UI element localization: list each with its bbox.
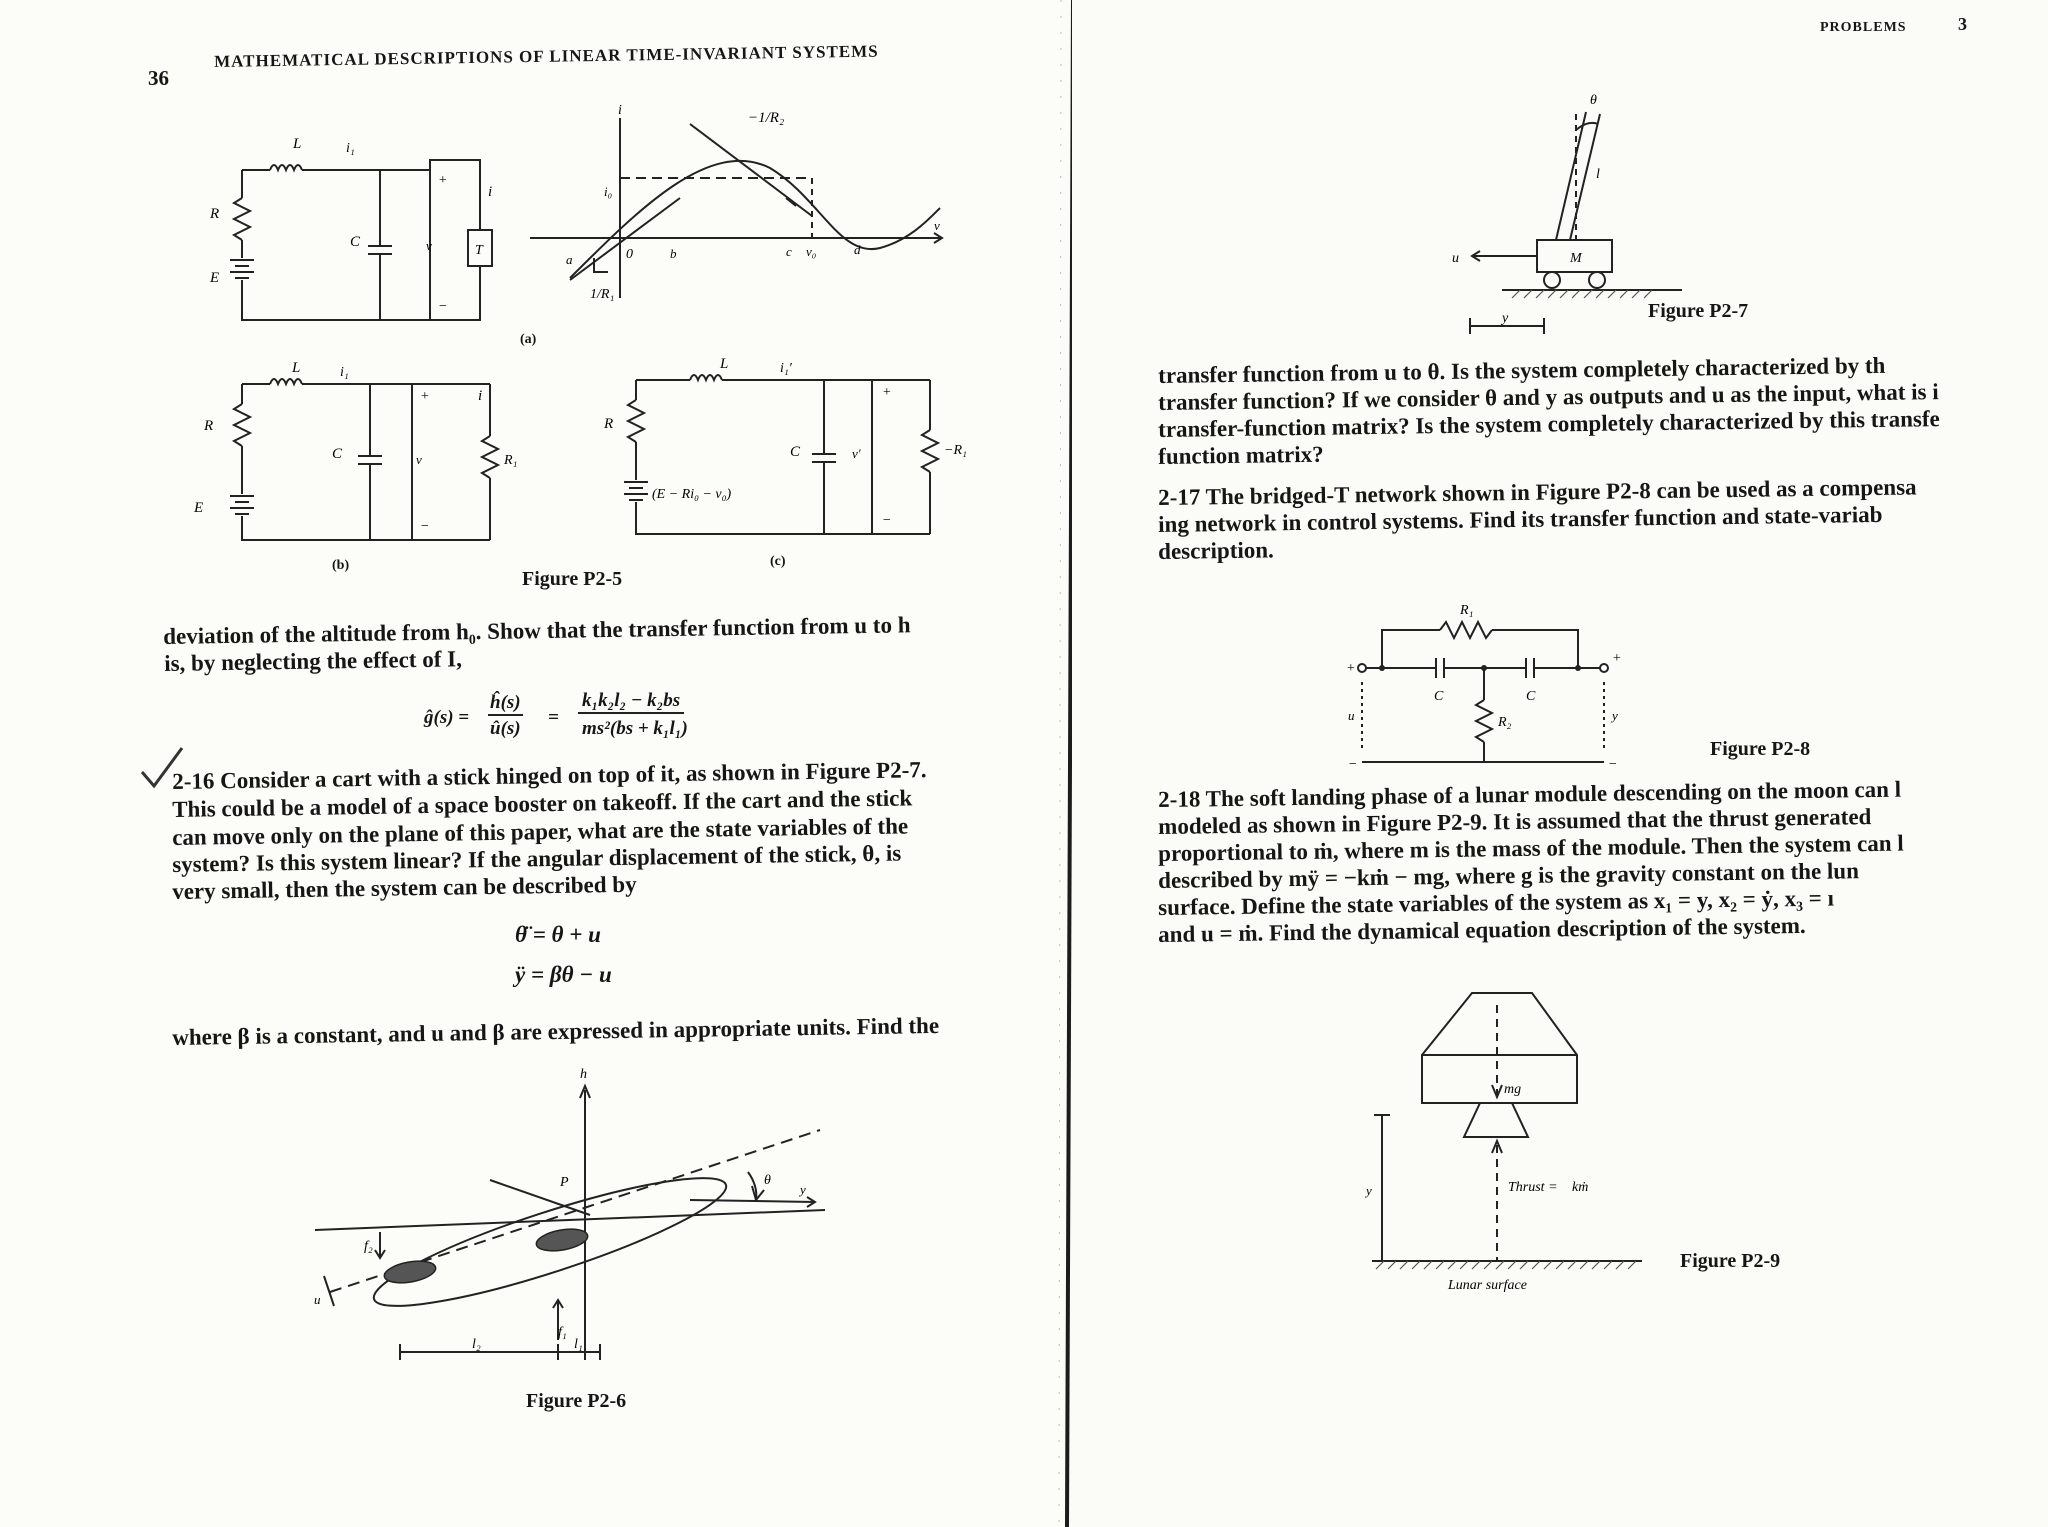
label-i1: i₁ xyxy=(346,141,355,156)
eq-frac1-num: ĥ(s) xyxy=(488,692,523,716)
graph-i0: i₀ xyxy=(604,184,613,199)
p29-label-kmdot: kṁ xyxy=(1572,1180,1589,1195)
figure-p2-5b-circuit xyxy=(190,360,520,550)
figure-p2-7-caption: Figure P2-7 xyxy=(1648,300,1749,322)
p26-label-y: y xyxy=(800,1182,806,1197)
page-number-right: 3 xyxy=(1958,14,1967,34)
problem-2-18-line-6: and u = ṁ. Find the dynamical equation description of the system. xyxy=(1158,912,1806,947)
figure-p2-9-diagram xyxy=(1352,985,1682,1305)
para-cont-line-4: function matrix? xyxy=(1158,441,1324,469)
graph-slope-bottom: 1/R₁ xyxy=(590,287,615,302)
p29-label-y: y xyxy=(1366,1183,1372,1198)
b-label-plus: + xyxy=(420,389,430,404)
p28-label-C2: C xyxy=(1526,689,1536,704)
figure-p2-8-caption: Figure P2-8 xyxy=(1710,738,1811,760)
label-T: T xyxy=(475,243,483,258)
problem-2-16-eq-1: θ̈ = θ + u xyxy=(515,922,601,947)
p27-label-y: y xyxy=(1502,311,1509,326)
p28-label-y: y xyxy=(1612,708,1618,723)
p27-label-u: u xyxy=(1452,251,1459,266)
p28-plus-in: + xyxy=(1346,661,1356,676)
fin-f1-icon xyxy=(535,1226,590,1255)
problem-2-17-line-1: 2-17 The bridged-T network shown in Figure P2-8 can be used as a compensa xyxy=(1158,474,1917,510)
b-label-minus: − xyxy=(420,519,430,534)
right-page xyxy=(1072,0,2048,1527)
graph-v0: v₀ xyxy=(806,244,817,259)
figure-p2-6-diagram xyxy=(300,1060,840,1380)
para-1-line-1: deviation of the altitude from h₀. Show that the transfer function from u to h xyxy=(163,612,911,649)
subfig-c-label: (c) xyxy=(770,554,786,569)
label-v: v xyxy=(426,238,432,253)
p28-minus-out: − xyxy=(1608,757,1618,772)
figure-p2-6-caption: Figure P2-6 xyxy=(526,1390,627,1412)
subfig-a-label: (a) xyxy=(520,332,537,347)
c-label-R: R xyxy=(604,416,614,432)
p26-label-h: h xyxy=(580,1067,587,1082)
p27-label-M: M xyxy=(1570,251,1582,266)
page-number: 36 xyxy=(148,66,169,90)
c-label-C: C xyxy=(790,444,801,460)
p28-plus-out: + xyxy=(1612,651,1622,666)
p26-label-theta: θ xyxy=(764,1173,771,1188)
problem-2-16-line-2: This could be a model of a space booster on takeoff. If the cart and the stick xyxy=(172,785,913,822)
running-head: MATHEMATICAL DESCRIPTIONS OF LINEAR TIME-INVARIANT SYSTEMS xyxy=(214,41,879,71)
p29-label-mg: mg xyxy=(1504,1082,1522,1097)
b-label-E: E xyxy=(194,500,204,516)
problem-2-18-line-4: described by mÿ = −kṁ − mg, where g is the gravity constant on the lun xyxy=(1158,858,1860,893)
p29-label-thrust: Thrust = xyxy=(1508,1180,1558,1195)
figure-p2-9-caption: Figure P2-9 xyxy=(1680,1250,1781,1272)
p28-label-R1: R₁ xyxy=(1460,603,1474,618)
para-cont-line-3: transfer-function matrix? Is the system completely characterized by this transfe xyxy=(1158,406,1940,442)
figure-p2-5a-circuit xyxy=(190,130,510,330)
b-label-i: i xyxy=(478,388,483,404)
label-plus: + xyxy=(438,173,448,188)
p27-label-l: l xyxy=(1596,167,1600,182)
para-1-line-2: is, by neglecting the effect of I, xyxy=(164,646,463,676)
problem-2-18-line-1: 2-18 The soft landing phase of a lunar module descending on the moon can l xyxy=(1158,776,1902,812)
graph-b: b xyxy=(670,246,677,261)
eq-frac2-den: ms²(bs + k₁l₁) xyxy=(582,718,688,739)
p29-label-surface: Lunar surface xyxy=(1448,1278,1527,1293)
c-label-i1p: i₁′ xyxy=(780,361,792,376)
problem-2-16-after: where β is a constant, and u and β are expressed in appropriate units. Find the xyxy=(172,1012,940,1050)
b-label-R1: R₁ xyxy=(504,453,518,468)
problem-2-17-line-3: description. xyxy=(1158,537,1274,564)
c-label-negR1: −R₁ xyxy=(944,443,967,458)
figure-p2-8-diagram xyxy=(1342,590,1672,780)
fin-f2-icon xyxy=(383,1258,438,1287)
p27-label-theta: θ xyxy=(1590,93,1597,108)
label-i: i xyxy=(488,184,493,200)
p26-label-u: u xyxy=(314,1292,321,1307)
label-C: C xyxy=(350,234,361,250)
p26-label-f1: f₁ xyxy=(558,1325,567,1340)
running-head-right: PROBLEMS xyxy=(1820,20,1907,35)
label-L: L xyxy=(293,136,302,152)
b-label-R: R xyxy=(204,418,214,434)
b-label-i1: i₁ xyxy=(340,365,349,380)
figure-p2-5c-circuit xyxy=(600,348,967,548)
graph-d: d xyxy=(854,242,861,257)
c-label-L: L xyxy=(720,356,729,372)
figure-p2-7-diagram xyxy=(1352,90,1682,340)
figure-p2-5-caption: Figure P2-5 xyxy=(522,568,623,590)
graph-c: c xyxy=(786,244,792,259)
problem-2-16-line-5: very small, then the system can be described by xyxy=(172,871,637,904)
graph-a: a xyxy=(566,252,573,267)
p28-label-C1: C xyxy=(1434,689,1444,704)
b-label-v: v xyxy=(416,452,422,467)
p28-minus-in: − xyxy=(1348,757,1358,772)
problem-2-17-line-2: ing network in control systems. Find its transfer function and state-variab xyxy=(1158,501,1883,537)
graph-axis-v: v xyxy=(934,218,940,233)
eq-frac2-num: k₁k₂l₂ − k₂bs xyxy=(578,690,684,714)
problem-2-16-line-4: system? Is this system linear? If the angular displacement of the stick, θ, is xyxy=(172,840,902,877)
b-label-C: C xyxy=(332,446,343,462)
problem-2-18-line-2: modeled as shown in Figure P2-9. It is assumed that the thrust generated xyxy=(1158,804,1872,839)
eq-frac1-den: û(s) xyxy=(490,718,521,739)
c-source-label: (E − Ri₀ − v₀) xyxy=(652,487,732,502)
para-cont-line-2: transfer function? If we consider θ and y as outputs and u as the input, what is i xyxy=(1158,379,1939,415)
p26-label-f2: f₂ xyxy=(364,1239,373,1254)
eq-lhs: ĝ(s) = xyxy=(424,707,470,728)
graph-origin: 0 xyxy=(626,247,633,262)
figure-p2-5a-graph xyxy=(530,103,950,318)
graph-axis-i: i xyxy=(618,103,622,118)
c-label-minus: − xyxy=(882,513,892,528)
para-cont-line-1: transfer function from u to θ. Is the system completely characterized by th xyxy=(1158,352,1886,388)
p26-label-P: P xyxy=(560,1175,569,1190)
problem-2-16-eq-2: ÿ = βθ − u xyxy=(515,962,612,987)
b-label-L: L xyxy=(292,360,301,376)
p28-label-R2: R₂ xyxy=(1498,715,1512,730)
c-label-plus: + xyxy=(882,385,892,400)
c-label-vp: v′ xyxy=(852,446,861,461)
problem-2-16-line-3: can move only on the plane of this paper, what are the state variables of the xyxy=(172,813,909,850)
problem-2-18-line-3: proportional to ṁ, where m is the mass of the module. Then the system can l xyxy=(1158,830,1904,866)
p26-label-l1: l₁ xyxy=(574,1337,583,1352)
p28-label-u: u xyxy=(1348,708,1355,723)
label-E: E xyxy=(210,270,220,286)
label-minus: − xyxy=(438,299,448,314)
p26-label-l2: l₂ xyxy=(472,1337,481,1352)
eq-mid: = xyxy=(548,707,559,728)
problem-2-18-line-5: surface. Define the state variables of the system as x₁ = y, x₂ = ẏ, x₃ = ı xyxy=(1158,885,1835,920)
problem-2-16-line-1: 2-16 Consider a cart with a stick hinged on top of it, as shown in Figure P2-7. xyxy=(172,757,927,794)
subfig-b-label: (b) xyxy=(332,558,350,573)
graph-slope-top: −1/R₂ xyxy=(748,110,785,126)
label-R: R xyxy=(210,206,220,222)
